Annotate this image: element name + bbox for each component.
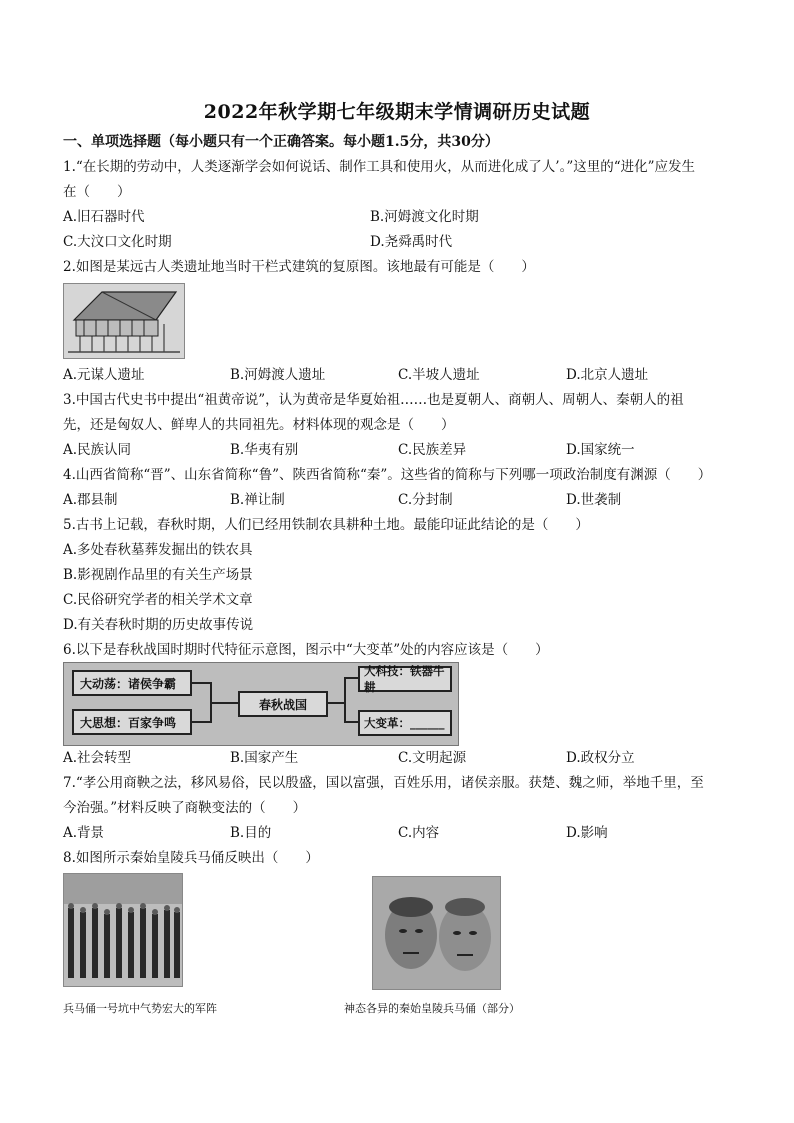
diagram-box-center: 春秋战国 <box>238 691 328 717</box>
era-feature-diagram <box>63 662 459 746</box>
question-8-text: 8.如图所示秦始皇陵兵马俑反映出（ ） <box>63 850 319 866</box>
question-2-text: 2.如图是某远古人类遗址地当时干栏式建筑的复原图。该地最有可能是（ ） <box>63 259 535 275</box>
question-1-option-b: B.河姆渡文化时期 <box>370 209 479 225</box>
diagram-box-reform: 大变革：______ <box>358 710 452 736</box>
section-heading: 一、单项选择题（每小题只有一个正确答案。每小题1.5分，共30分） <box>63 134 499 150</box>
question-4-text: 4.山西省简称“晋”、山东省简称“鲁”、陕西省简称“秦”。这些省的简称与下列哪一项政治制度有渊源（ ） <box>63 467 712 483</box>
question-1-option-a: A.旧石器时代 <box>63 209 145 225</box>
diagram-connector <box>344 677 358 679</box>
question-6-option-a: A.社会转型 <box>63 750 132 766</box>
question-4-option-d: D.世袭制 <box>566 492 622 508</box>
question-5-option-b: B.影视剧作品里的有关生产场景 <box>63 567 253 583</box>
question-1-option-c: C.大汶口文化时期 <box>63 234 172 250</box>
question-3-text-cont: 先，还是匈奴人、鲜卑人的共同祖先。材料体现的观念是（ ） <box>63 417 455 433</box>
diagram-box-technology: 大科技：铁器牛耕 <box>358 666 452 692</box>
question-7-option-b: B.目的 <box>230 825 272 841</box>
diagram-connector <box>344 677 346 723</box>
question-3-option-b: B.华夷有别 <box>230 442 299 458</box>
question-2-option-b: B.河姆渡人遗址 <box>230 367 326 383</box>
diagram-box-thought: 大思想：百家争鸣 <box>72 709 192 735</box>
diagram-connector <box>210 702 238 704</box>
question-5-option-d: D.有关春秋时期的历史故事传说 <box>63 617 254 633</box>
question-6-option-c: C.文明起源 <box>398 750 467 766</box>
question-2-option-d: D.北京人遗址 <box>566 367 649 383</box>
page-title: 2022年秋学期七年级期末学情调研历史试题 <box>203 101 591 123</box>
question-7-option-c: C.内容 <box>398 825 440 841</box>
diagram-connector <box>192 721 212 723</box>
diagram-connector <box>344 721 358 723</box>
question-5-option-c: C.民俗研究学者的相关学术文章 <box>63 592 253 608</box>
question-3-option-d: D.国家统一 <box>566 442 635 458</box>
question-1-text-cont: 在（ ） <box>63 184 131 200</box>
question-6-option-d: D.政权分立 <box>566 750 635 766</box>
question-7-text: 7.“孝公用商鞅之法，移风易俗，民以殷盛，国以富强，百姓乐用，诸侯亲服。获楚、魏之师，举地千里，至 <box>63 775 704 791</box>
terracotta-army-pit-image <box>63 873 183 987</box>
caption-army-pit: 兵马俑一号坑中气势宏大的军阵 <box>63 1002 217 1015</box>
question-6-option-b: B.国家产生 <box>230 750 299 766</box>
question-7-option-d: D.影响 <box>566 825 608 841</box>
terracotta-warrior-faces-image <box>372 876 501 990</box>
question-2-option-a: A.元谋人遗址 <box>63 367 145 383</box>
question-3-option-a: A.民族认同 <box>63 442 132 458</box>
question-4-option-c: C.分封制 <box>398 492 453 508</box>
question-7-option-a: A.背景 <box>63 825 105 841</box>
caption-warrior-faces: 神态各异的秦始皇陵兵马俑（部分） <box>344 1002 520 1015</box>
question-2-option-c: C.半坡人遗址 <box>398 367 480 383</box>
question-3-option-c: C.民族差异 <box>398 442 467 458</box>
question-7-text-cont: 今治强。”材料反映了商鞅变法的（ ） <box>63 800 307 816</box>
question-4-option-b: B.禅让制 <box>230 492 285 508</box>
diagram-box-turmoil: 大动荡：诸侯争霸 <box>72 670 192 696</box>
question-3-text: 3.中国古代史书中提出“祖黄帝说”，认为黄帝是华夏始祖……也是夏朝人、商朝人、周朝人、秦朝人的祖 <box>63 392 684 408</box>
question-5-text: 5.古书上记载，春秋时期，人们已经用铁制农具耕种土地。最能印证此结论的是（ ） <box>63 517 589 533</box>
stilt-house-image <box>63 283 185 359</box>
diagram-connector <box>192 682 212 684</box>
question-5-option-a: A.多处春秋墓葬发掘出的铁农具 <box>63 542 253 558</box>
question-1-option-d: D.尧舜禹时代 <box>370 234 453 250</box>
question-1-text: 1.“在长期的劳动中，人类逐渐学会如何说话、制作工具和使用火，从而进化成了人’。”这里的“进化”应发生 <box>63 159 696 175</box>
question-4-option-a: A.郡县制 <box>63 492 118 508</box>
question-6-text: 6.以下是春秋战国时期时代特征示意图，图示中“大变革”处的内容应该是（ ） <box>63 642 549 658</box>
